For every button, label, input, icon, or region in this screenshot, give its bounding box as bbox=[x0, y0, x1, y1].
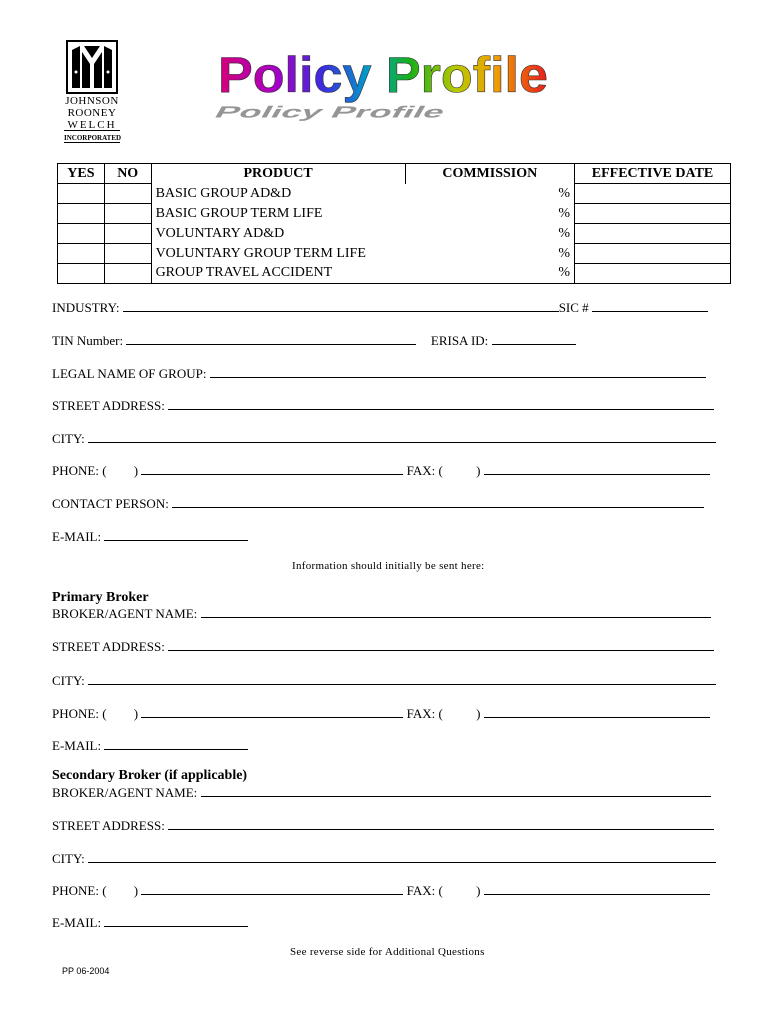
city-label: CITY: bbox=[52, 431, 85, 446]
col-header-yes: YES bbox=[58, 164, 105, 184]
fax-field[interactable] bbox=[484, 463, 710, 475]
primary-broker-heading: Primary Broker bbox=[52, 590, 149, 605]
effective-date-field[interactable] bbox=[575, 204, 731, 224]
secondary-phone-row bbox=[52, 883, 710, 899]
secondary-broker-name-row bbox=[52, 785, 711, 801]
phone-field[interactable] bbox=[141, 463, 403, 475]
broker-name-label: BROKER/AGENT NAME: bbox=[52, 606, 198, 621]
no-checkbox-cell[interactable] bbox=[104, 244, 151, 264]
effective-date-field[interactable] bbox=[575, 244, 731, 264]
effective-date-field[interactable] bbox=[575, 264, 731, 284]
broker-name-field[interactable] bbox=[201, 606, 711, 618]
logo-text-incorporated: INCORPORATED bbox=[64, 134, 122, 142]
table-header-row bbox=[58, 164, 731, 184]
secondary-city-row bbox=[52, 851, 716, 867]
phone-close-paren: ) bbox=[133, 706, 139, 721]
commission-field[interactable]: % bbox=[405, 204, 574, 224]
legal-name-label: LEGAL NAME OF GROUP: bbox=[52, 366, 207, 381]
effective-date-field[interactable] bbox=[575, 184, 731, 204]
yes-checkbox-cell[interactable] bbox=[58, 224, 105, 244]
primary-email-row bbox=[52, 738, 248, 754]
table-row bbox=[58, 204, 731, 224]
city-field[interactable] bbox=[88, 851, 716, 863]
logo-text-rooney: ROONEY bbox=[67, 107, 117, 119]
no-checkbox-cell[interactable] bbox=[104, 184, 151, 204]
industry-row bbox=[52, 300, 708, 316]
tin-row bbox=[52, 333, 576, 349]
city-field[interactable] bbox=[88, 673, 716, 685]
fax-close-paren: ) bbox=[476, 706, 481, 721]
product-name: BASIC GROUP TERM LIFE bbox=[151, 204, 405, 224]
broker-name-field[interactable] bbox=[201, 785, 711, 797]
street-label: STREET ADDRESS: bbox=[52, 818, 165, 833]
table-row bbox=[58, 264, 731, 284]
city-label: CITY: bbox=[52, 673, 85, 688]
group-phone-row bbox=[52, 463, 710, 479]
secondary-broker-heading: Secondary Broker (if applicable) bbox=[52, 768, 248, 783]
legal-name-field[interactable] bbox=[210, 366, 706, 378]
effective-date-field[interactable] bbox=[575, 224, 731, 244]
phone-close-paren: ) bbox=[133, 463, 139, 478]
primary-street-row bbox=[52, 639, 714, 655]
street-label: STREET ADDRESS: bbox=[52, 639, 165, 654]
phone-field[interactable] bbox=[141, 706, 403, 718]
yes-checkbox-cell[interactable] bbox=[58, 184, 105, 204]
info-note: Information should initially be sent here: bbox=[292, 560, 485, 572]
commission-field[interactable]: % bbox=[405, 184, 574, 204]
fax-field[interactable] bbox=[484, 706, 710, 718]
street-field[interactable] bbox=[168, 398, 714, 410]
phone-label: PHONE: ( bbox=[52, 463, 107, 478]
fax-field[interactable] bbox=[484, 883, 710, 895]
primary-city-row bbox=[52, 673, 716, 689]
city-field[interactable] bbox=[88, 431, 716, 443]
secondary-street-row bbox=[52, 818, 714, 834]
logo-text-johnson: JOHNSON bbox=[65, 95, 119, 107]
email-field[interactable] bbox=[104, 915, 248, 927]
contact-label: CONTACT PERSON: bbox=[52, 496, 169, 511]
group-email-row bbox=[52, 529, 248, 545]
contact-row bbox=[52, 496, 704, 512]
phone-label: PHONE: ( bbox=[52, 706, 107, 721]
col-header-commission: COMMISSION bbox=[405, 164, 574, 184]
commission-field[interactable]: % bbox=[405, 224, 574, 244]
fax-label: FAX: ( bbox=[406, 706, 443, 721]
reverse-side-note: See reverse side for Additional Questions bbox=[290, 946, 485, 958]
email-field[interactable] bbox=[104, 738, 248, 750]
phone-field[interactable] bbox=[141, 883, 403, 895]
industry-label: INDUSTRY: bbox=[52, 300, 120, 315]
sic-field[interactable] bbox=[592, 300, 708, 312]
form-code: PP 06-2004 bbox=[62, 966, 110, 976]
commission-field[interactable]: % bbox=[405, 264, 574, 284]
company-logo bbox=[64, 40, 120, 144]
logo-mark bbox=[66, 40, 118, 94]
product-name: BASIC GROUP AD&D bbox=[151, 184, 405, 204]
product-name: VOLUNTARY AD&D bbox=[151, 224, 405, 244]
svg-text:Policy Profile: Policy Profile bbox=[218, 50, 548, 103]
city-label: CITY: bbox=[52, 851, 85, 866]
legal-name-row bbox=[52, 366, 706, 382]
phone-label: PHONE: ( bbox=[52, 883, 107, 898]
no-checkbox-cell[interactable] bbox=[104, 264, 151, 284]
col-header-no: NO bbox=[104, 164, 151, 184]
phone-close-paren: ) bbox=[133, 883, 139, 898]
product-name: VOLUNTARY GROUP TERM LIFE bbox=[151, 244, 405, 264]
table-row bbox=[58, 244, 731, 264]
yes-checkbox-cell[interactable] bbox=[58, 204, 105, 224]
logo-text-welch: WELCH bbox=[67, 119, 117, 131]
erisa-label: ERISA ID: bbox=[430, 333, 489, 348]
erisa-field[interactable] bbox=[492, 333, 576, 345]
fax-close-paren: ) bbox=[476, 883, 481, 898]
street-label: STREET ADDRESS: bbox=[52, 398, 165, 413]
page-title bbox=[200, 50, 560, 130]
email-label: E-MAIL: bbox=[52, 529, 102, 544]
yes-checkbox-cell[interactable] bbox=[58, 244, 105, 264]
svg-text:Policy Profile: Policy Profile bbox=[210, 103, 450, 122]
secondary-email-row bbox=[52, 915, 248, 931]
contact-field[interactable] bbox=[172, 496, 704, 508]
fax-close-paren: ) bbox=[476, 463, 481, 478]
email-label: E-MAIL: bbox=[52, 915, 102, 930]
broker-name-label: BROKER/AGENT NAME: bbox=[52, 785, 198, 800]
commission-field[interactable]: % bbox=[405, 244, 574, 264]
no-checkbox-cell[interactable] bbox=[104, 204, 151, 224]
primary-broker-name-row bbox=[52, 606, 711, 622]
col-header-effective-date: EFFECTIVE DATE bbox=[575, 164, 731, 184]
industry-field[interactable] bbox=[123, 300, 559, 312]
tin-field[interactable] bbox=[126, 333, 416, 345]
street-field[interactable] bbox=[168, 818, 714, 830]
no-checkbox-cell[interactable] bbox=[104, 224, 151, 244]
group-city-row bbox=[52, 431, 716, 447]
email-label: E-MAIL: bbox=[52, 738, 102, 753]
fax-label: FAX: ( bbox=[406, 463, 443, 478]
street-field[interactable] bbox=[168, 639, 714, 651]
yes-checkbox-cell[interactable] bbox=[58, 264, 105, 284]
table-row bbox=[58, 184, 731, 204]
fax-label: FAX: ( bbox=[406, 883, 443, 898]
col-header-product: PRODUCT bbox=[151, 164, 405, 184]
product-table bbox=[57, 163, 731, 284]
primary-phone-row bbox=[52, 706, 710, 722]
product-name: GROUP TRAVEL ACCIDENT bbox=[151, 264, 405, 284]
group-street-row bbox=[52, 398, 714, 414]
table-row bbox=[58, 224, 731, 244]
tin-label: TIN Number: bbox=[52, 333, 124, 348]
email-field[interactable] bbox=[104, 529, 248, 541]
sic-label: SIC # bbox=[558, 300, 589, 315]
